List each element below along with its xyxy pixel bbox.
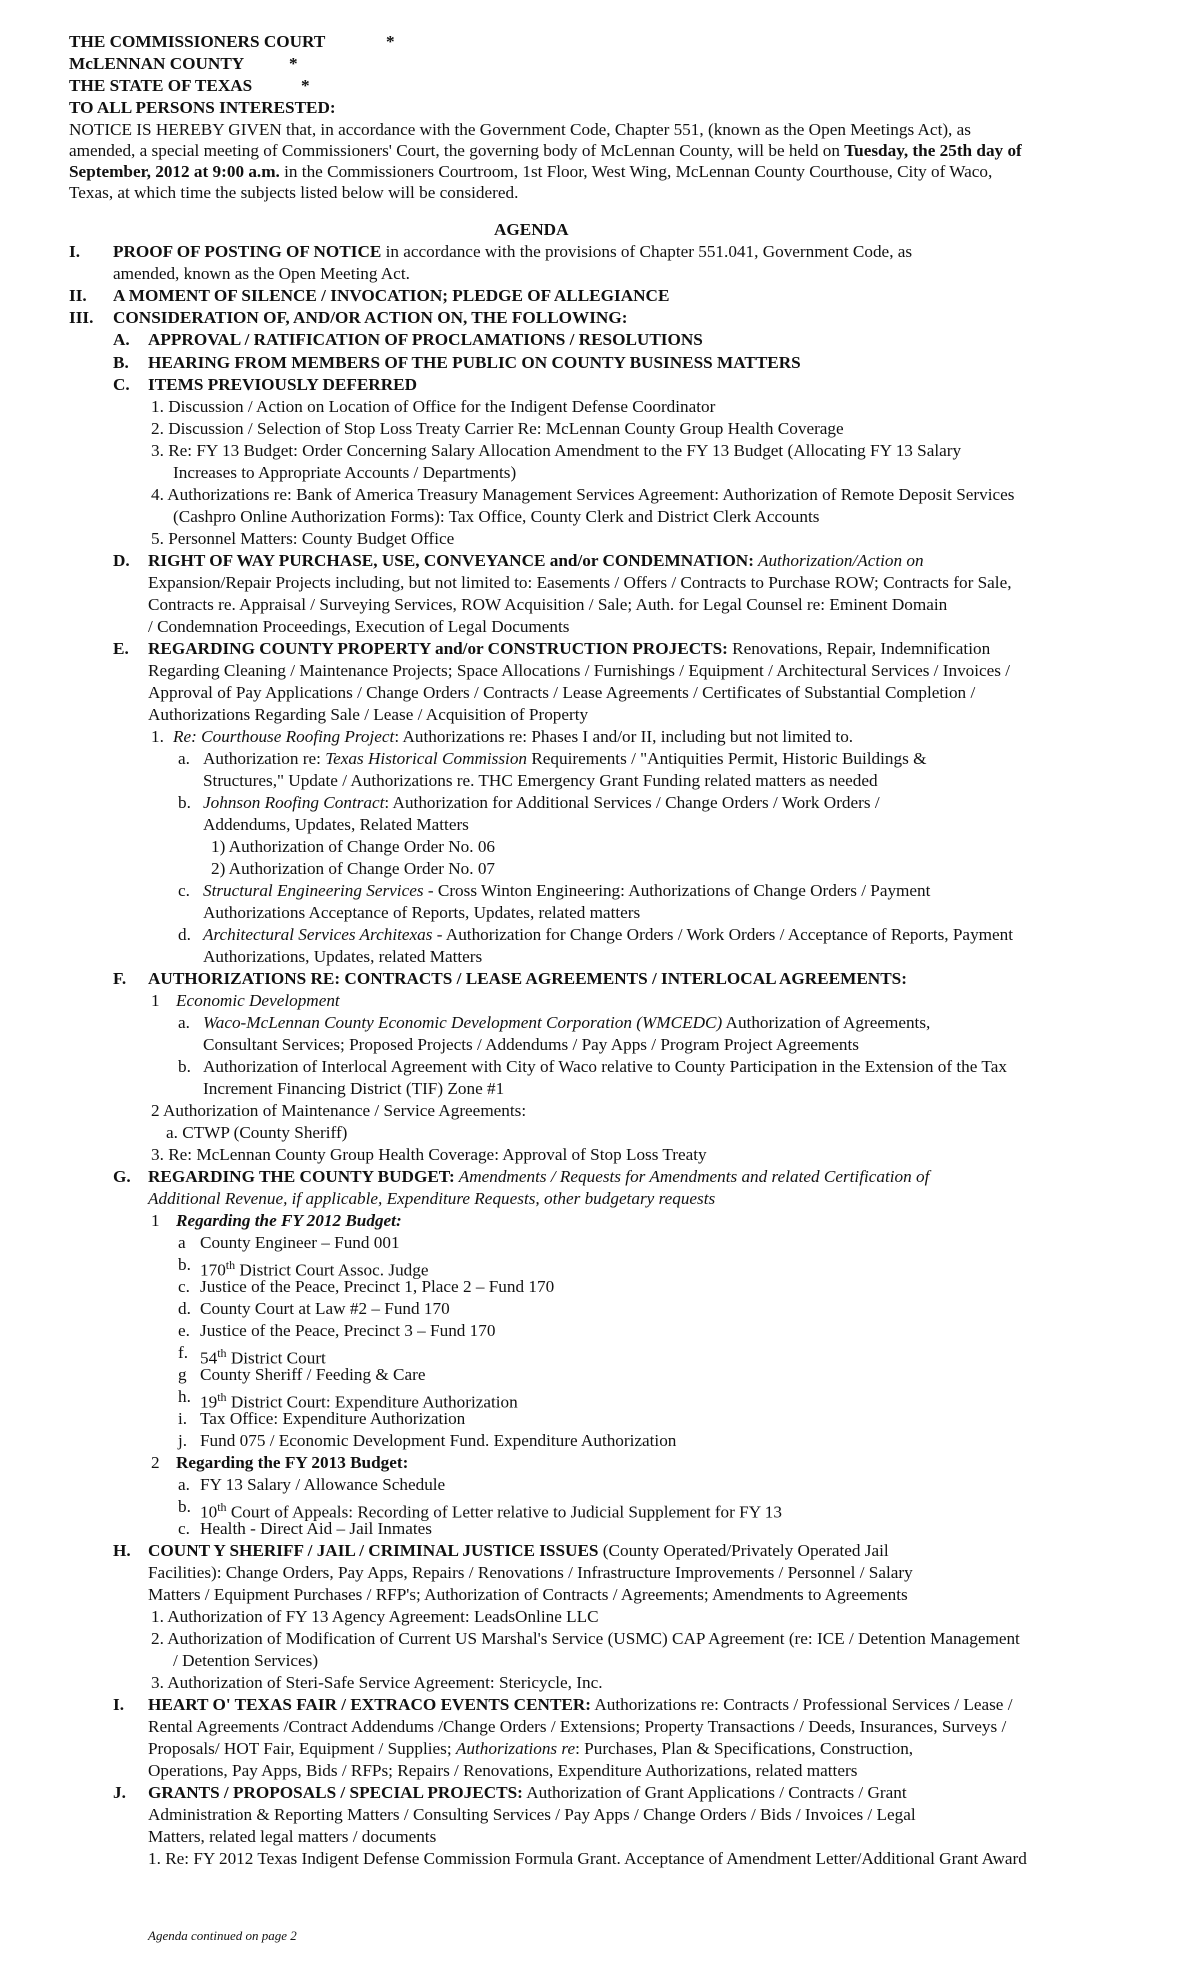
item-i-cont: Operations, Pay Apps, Bids / RFPs; Repairs / Renovations, Expenditure Authorizations, related matters xyxy=(148,1761,858,1780)
item-d: D. RIGHT OF WAY PURCHASE, USE, CONVEYANCE and/or CONDEMNATION: Authorization/Action on xyxy=(113,551,924,570)
item-e-cont: Authorizations Regarding Sale / Lease / Acquisition of Property xyxy=(148,705,589,724)
item-h: H. COUNT Y SHERIFF / JAIL / CRIMINAL JUSTICE ISSUES (County Operated/Privately Operated Jail xyxy=(113,1541,889,1560)
item-h-cont: Matters / Equipment Purchases / RFP's; Authorization of Contracts / Agreements; Amendments to Agreements xyxy=(148,1585,908,1604)
item-e-1-b-cont: Addendums, Updates, Related Matters xyxy=(203,815,469,834)
item-j: J. GRANTS / PROPOSALS / SPECIAL PROJECTS: Authorization of Grant Applications / Contracts / Grant xyxy=(113,1783,907,1802)
item-d-cont: Expansion/Repair Projects including, but not limited to: Easements / Offers / Contracts to Purchase ROW; Contracts for Sale, xyxy=(148,573,1012,592)
item-h-2-cont: / Detention Services) xyxy=(173,1651,319,1670)
section-2: II. A MOMENT OF SILENCE / INVOCATION; PLEDGE OF ALLEGIANCE xyxy=(69,286,670,305)
item-f-3: 3. Re: McLennan County Group Health Coverage: Approval of Stop Loss Treaty xyxy=(151,1145,707,1164)
item-e-1-b-1: 1) Authorization of Change Order No. 06 xyxy=(211,837,496,856)
header-county: McLENNAN COUNTY * xyxy=(69,54,298,73)
fy13-item: b. 10th Court of Appeals: Recording of Letter relative to Judicial Supplement for FY 13 xyxy=(178,1497,782,1522)
item-h-1: 1. Authorization of FY 13 Agency Agreement: LeadsOnline LLC xyxy=(151,1607,599,1626)
item-d-cont: / Condemnation Proceedings, Execution of Legal Documents xyxy=(148,617,570,636)
item-h-2: 2. Authorization of Modification of Current US Marshal's Service (USMC) CAP Agreement (re: ICE / Detention Management xyxy=(151,1629,1020,1648)
item-j-1: 1. Re: FY 2012 Texas Indigent Defense Commission Formula Grant. Acceptance of Amendment Letter/Additional Grant Award xyxy=(148,1849,1027,1868)
notice-line: amended, a special meeting of Commissioners' Court, the governing body of McLennan County, will be held on Tuesday, the 25th day of xyxy=(69,141,1022,160)
fy13-item: c. Health - Direct Aid – Jail Inmates xyxy=(178,1519,432,1538)
item-f: F. AUTHORIZATIONS RE: CONTRACTS / LEASE AGREEMENTS / INTERLOCAL AGREEMENTS: xyxy=(113,969,907,988)
section-3: III. CONSIDERATION OF, AND/OR ACTION ON, THE FOLLOWING: xyxy=(69,308,628,327)
item-i: I. HEART O' TEXAS FAIR / EXTRACO EVENTS CENTER: Authorizations re: Contracts / Professional Services / Lease / xyxy=(113,1695,1013,1714)
item-g: G. REGARDING THE COUNTY BUDGET: Amendments / Requests for Amendments and related Certification of xyxy=(113,1167,930,1186)
fy12-item: g County Sheriff / Feeding & Care xyxy=(178,1365,426,1384)
item-e-1-b-2: 2) Authorization of Change Order No. 07 xyxy=(211,859,496,878)
item-g-1: 1 Regarding the FY 2012 Budget: xyxy=(151,1211,402,1230)
item-e: E. REGARDING COUNTY PROPERTY and/or CONSTRUCTION PROJECTS: Renovations, Repair, Indemnification xyxy=(113,639,991,658)
item-e-1-d-cont: Authorizations, Updates, related Matters xyxy=(203,947,483,966)
item-e-1-a-cont: Structures," Update / Authorizations re. THC Emergency Grant Funding related matters as needed xyxy=(203,771,878,790)
agenda-title: AGENDA xyxy=(494,220,569,239)
item-c-2: 2. Discussion / Selection of Stop Loss Treaty Carrier Re: McLennan County Group Health Coverage xyxy=(151,419,844,438)
fy12-item: f. 54th District Court xyxy=(178,1343,326,1368)
item-f-1-b-cont: Increment Financing District (TIF) Zone #1 xyxy=(203,1079,505,1098)
item-e-1-b: b. Johnson Roofing Contract: Authorization for Additional Services / Change Orders / Work Orders / xyxy=(178,793,880,812)
item-f-1-a: a. Waco-McLennan County Economic Development Corporation (WMCEDC) Authorization of Agreements, xyxy=(178,1013,931,1032)
item-c-3-cont: Increases to Appropriate Accounts / Departments) xyxy=(173,463,517,482)
item-b: B. HEARING FROM MEMBERS OF THE PUBLIC ON COUNTY BUSINESS MATTERS xyxy=(113,353,801,372)
fy12-item: h. 19th District Court: Expenditure Authorization xyxy=(178,1387,518,1412)
item-c: C. ITEMS PREVIOUSLY DEFERRED xyxy=(113,375,418,394)
item-d-cont: Contracts re. Appraisal / Surveying Services, ROW Acquisition / Sale; Auth. for Legal Counsel re: Eminent Domain xyxy=(148,595,948,614)
item-h-cont: Facilities): Change Orders, Pay Apps, Repairs / Renovations / Infrastructure Improvements / Personnel / Salary xyxy=(148,1563,913,1582)
item-e-1-c: c. Structural Engineering Services - Cross Winton Engineering: Authorizations of Change Orders / Payment xyxy=(178,881,931,900)
header-court: THE COMMISSIONERS COURT * xyxy=(69,32,395,51)
item-e-1-a: a. Authorization re: Texas Historical Commission Requirements / "Antiquities Permit, Historic Buildings & xyxy=(178,749,927,768)
item-c-4: 4. Authorizations re: Bank of America Treasury Management Services Agreement: Authorization of Remote Deposit Services xyxy=(151,485,1015,504)
header-to-all: TO ALL PERSONS INTERESTED: xyxy=(69,98,336,117)
item-e-cont: Approval of Pay Applications / Change Orders / Contracts / Lease Agreements / Certificates of Substantial Completion / xyxy=(148,683,976,702)
item-f-2: 2 Authorization of Maintenance / Service Agreements: xyxy=(151,1101,527,1120)
item-c-4-cont: (Cashpro Online Authorization Forms): Tax Office, County Clerk and District Clerk Accounts xyxy=(173,507,820,526)
item-e-1-c-cont: Authorizations Acceptance of Reports, Updates, related matters xyxy=(203,903,641,922)
item-c-3: 3. Re: FY 13 Budget: Order Concerning Salary Allocation Amendment to the FY 13 Budget (Allocating FY 13 Salary xyxy=(151,441,962,460)
notice-line: September, 2012 at 9:00 a.m. in the Commissioners Courtroom, 1st Floor, West Wing, McLennan County Courthouse, City of Waco, xyxy=(69,162,993,181)
item-j-cont: Matters, related legal matters / documents xyxy=(148,1827,437,1846)
fy12-item: i. Tax Office: Expenditure Authorization xyxy=(178,1409,466,1428)
item-e-1-d: d. Architectural Services Architexas - Authorization for Change Orders / Work Orders / Acceptance of Reports, Payment xyxy=(178,925,1014,944)
notice-line: Texas, at which time the subjects listed below will be considered. xyxy=(69,183,519,202)
item-g-cont: Additional Revenue, if applicable, Expenditure Requests, other budgetary requests xyxy=(148,1189,716,1208)
item-i-cont: Proposals/ HOT Fair, Equipment / Supplies; Authorizations re: Purchases, Plan & Specifications, Construction, xyxy=(148,1739,914,1758)
item-c-5: 5. Personnel Matters: County Budget Office xyxy=(151,529,455,548)
continued-note: Agenda continued on page 2 xyxy=(148,1928,297,1943)
fy12-item: b. 170th District Court Assoc. Judge xyxy=(178,1255,429,1280)
item-f-1: 1 Economic Development xyxy=(151,991,340,1010)
fy12-item: c. Justice of the Peace, Precinct 1, Place 2 – Fund 170 xyxy=(178,1277,555,1296)
fy13-item: a. FY 13 Salary / Allowance Schedule xyxy=(178,1475,446,1494)
item-e-1: 1. Re: Courthouse Roofing Project: Authorizations re: Phases I and/or II, including but not limited to. xyxy=(151,727,854,746)
item-f-1-b: b. Authorization of Interlocal Agreement with City of Waco relative to County Participation in the Extension of the Tax xyxy=(178,1057,1007,1076)
fy12-item: j. Fund 075 / Economic Development Fund. Expenditure Authorization xyxy=(178,1431,677,1450)
item-i-cont: Rental Agreements /Contract Addendums /Change Orders / Extensions; Property Transactions / Deeds, Insurances, Surveys / xyxy=(148,1717,1007,1736)
fy12-item: e. Justice of the Peace, Precinct 3 – Fund 170 xyxy=(178,1321,496,1340)
item-j-cont: Administration & Reporting Matters / Consulting Services / Pay Apps / Change Orders / Bids / Invoices / Legal xyxy=(148,1805,916,1824)
item-c-1: 1. Discussion / Action on Location of Office for the Indigent Defense Coordinator xyxy=(151,397,716,416)
item-h-3: 3. Authorization of Steri-Safe Service Agreement: Stericycle, Inc. xyxy=(151,1673,603,1692)
fy12-item: d. County Court at Law #2 – Fund 170 xyxy=(178,1299,450,1318)
section-1-cont: amended, known as the Open Meeting Act. xyxy=(113,264,410,283)
item-f-1-a-cont: Consultant Services; Proposed Projects / Addendums / Pay Apps / Program Project Agreements xyxy=(203,1035,859,1054)
item-f-2-a: a. CTWP (County Sheriff) xyxy=(166,1123,348,1142)
item-g-2: 2 Regarding the FY 2013 Budget: xyxy=(151,1453,409,1472)
header-state: THE STATE OF TEXAS * xyxy=(69,76,310,95)
item-e-cont: Regarding Cleaning / Maintenance Projects; Space Allocations / Furnishings / Equipment / Architectural Services / Invoices / xyxy=(148,661,1011,680)
notice-line: NOTICE IS HEREBY GIVEN that, in accordance with the Government Code, Chapter 551, (known as the Open Meetings Act), as xyxy=(69,120,971,139)
item-a: A. APPROVAL / RATIFICATION OF PROCLAMATIONS / RESOLUTIONS xyxy=(113,330,703,349)
fy12-item: a County Engineer – Fund 001 xyxy=(178,1233,400,1252)
section-1: I. PROOF OF POSTING OF NOTICE in accordance with the provisions of Chapter 551.041, Government Code, as xyxy=(69,242,913,261)
